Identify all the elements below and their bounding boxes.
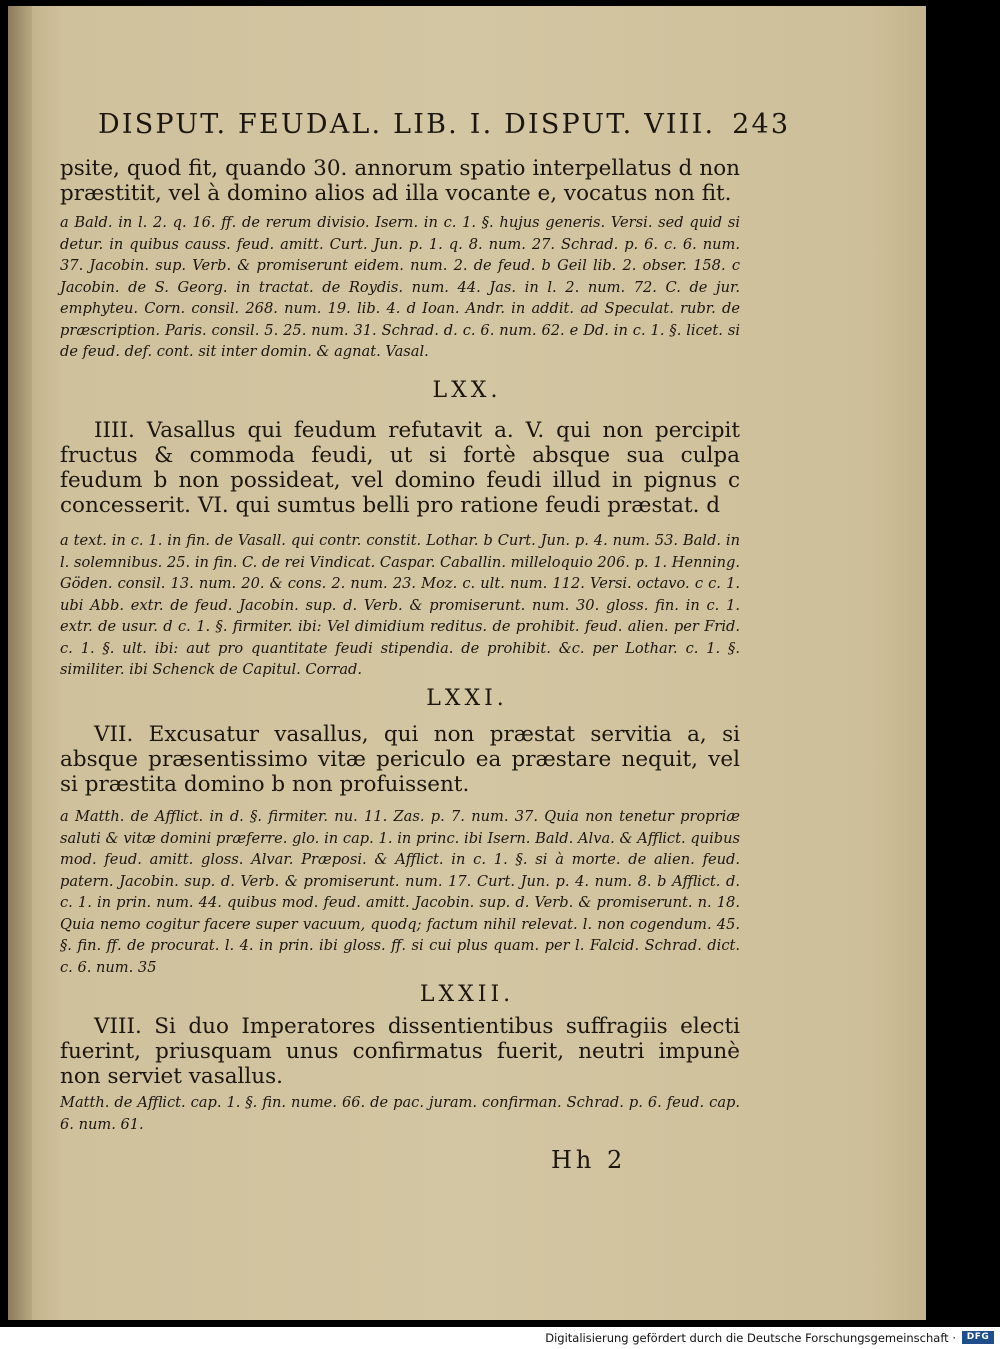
section-72-paragraph: VIII. Si duo Imperatores dissentientibus suffragiis electi fuerint, priusquam unus confirmatus fuerit, neutri impunè non serviet vasallus. — [60, 1014, 740, 1089]
running-head-title: DISPUT. FEUDAL. LIB. I. DISPUT. VIII. — [98, 109, 716, 140]
footer-credit: Digitalisierung gefördert durch die Deutsche Forschungsgemeinschaft · — [545, 1331, 956, 1345]
section-heading-71: LXXI. — [426, 686, 508, 711]
section-71-footnotes: a Matth. de Afflict. in d. §. firmiter. nu. 11. Zas. p. 7. num. 37. Quia non tenetur propriæ saluti & vitæ domini præferre. glo. in cap. 1. in princ. ibi Isern. Bald. Alva. & Afflict. quibus mod. feud. amitt. gloss. Alvar. Præposi. & Afflict. in c. 1. §. si à morte. de alien. feud. patern. Jacobin. sup. d. Verb. & promiserunt. num. 17. Curt. Jun. p. 4. num. 8. b Afflict. d. c. 1. in prin. num. 44. quibus mod. feud. amitt. Jacobin. sup. d. Verb. & promiserunt. n. 18. Quia nemo cogitur facere super vacuum, quodq; factum nihil relevat. l. non cogendum. 45. §. fin. ff. de procurat. l. 4. in prin. ibi gloss. ff. si cui plus quam. per l. Falcid. Schrad. dict. c. 6. num. 35 — [60, 808, 740, 976]
section-70-paragraph: IIII. Vasallus qui feudum refutavit a. V. qui non percipit fructus & commoda feudi, ut si fortè absque sua culpa feudum b non possideat, vel domino feudi illud in pignus c concesserit. VI. qui sumtus belli pro ratione feudi præstat. d — [60, 418, 740, 518]
section-heading-70: LXX. — [432, 378, 502, 403]
dfg-logo-icon: DFG — [962, 1331, 994, 1344]
section-71-paragraph: VII. Excusatur vasallus, qui non præstat servitia a, si absque præsentissimo vitæ periculo ea præstare nequit, vel si præstita domino b non profuissent. — [60, 722, 740, 797]
book-page — [8, 6, 926, 1320]
signature-mark: Hh 2 — [551, 1146, 627, 1174]
intro-paragraph: psite, quod fit, quando 30. annorum spatio interpellatus d non præstitit, vel à domino alios ad illa vocante e, vocatus non fit. — [60, 156, 740, 206]
section-70-footnotes: a text. in c. 1. in fin. de Vasall. qui contr. constit. Lothar. b Curt. Jun. p. 4. num. 53. Bald. in l. solemnibus. 25. in fin. C. de rei Vindicat. Caspar. Caballin. milleloquio 206. p. 1. Henning. Göden. consil. 13. num. 20. & cons. 2. num. 23. Moz. c. ult. num. 112. Versi. octavo. c c. 1. ubi Abb. extr. de feud. Jacobin. sup. d. Verb. & promiserunt. num. 30. gloss. fin. in c. 1. extr. de usur. d c. 1. §. firmiter. ibi: Vel dimidium reditus. de prohibit. feud. alien. per Frid. c. 1. §. ult. ibi: aut pro quantitate feudi stipendia. de prohibit. &c. per Lothar. c. 1. §. similiter. ibi Schenck de Capitul. Corrad. — [60, 532, 740, 678]
running-head — [98, 109, 918, 140]
intro-footnotes: a Bald. in l. 2. q. 16. ff. de rerum divisio. Isern. in c. 1. §. hujus generis. Versi. sed quid si detur. in quibus causs. feud. amitt. Curt. Jun. p. 1. q. 8. num. 27. Schrad. p. 6. c. 6. num. 37. Jacobin. sup. Verb. & promiserunt eidem. num. 2. de feud. b Geil lib. 2. obser. 158. c Jacobin. de S. Georg. in tractat. de Roydis. num. 44. Jas. in l. 2. num. 72. C. de jur. emphyteu. Corn. consil. 268. num. 19. lib. 4. d Ioan. Andr. in addit. ad Speculat. rubr. de præscription. Paris. consil. 5. 25. num. 31. Schrad. d. c. 6. num. 62. e Dd. in c. 1. §. licet. si de feud. def. cont. sit inter domin. & agnat. Vasal. — [60, 214, 740, 360]
page-gutter — [8, 6, 32, 1320]
section-heading-72: LXXII. — [419, 982, 515, 1007]
digitization-footer — [0, 1327, 1000, 1349]
section-72-footnotes: Matth. de Afflict. cap. 1. §. fin. nume. 66. de pac. juram. confirman. Schrad. p. 6. feud. cap. 6. num. 61. — [60, 1094, 740, 1133]
page-number: 243 — [732, 109, 791, 140]
